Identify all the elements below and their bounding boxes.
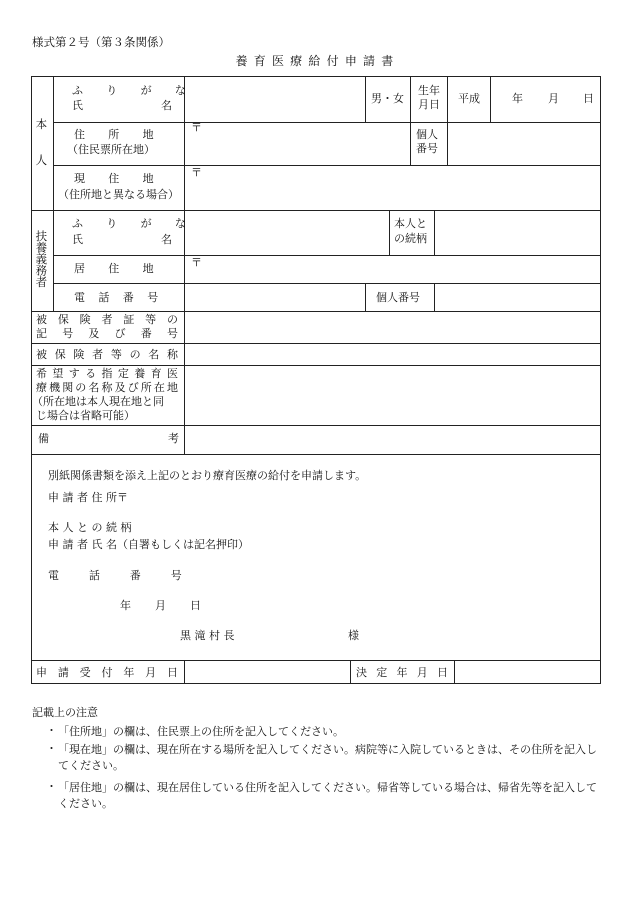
sex-label: 男・女 bbox=[371, 92, 404, 105]
remarks-label-1: 備 bbox=[38, 432, 49, 445]
honnin-group-label: 本 人 bbox=[34, 118, 49, 176]
birth-date-label: 生年月日 bbox=[418, 84, 440, 112]
application-month-unit: 月 bbox=[155, 599, 166, 612]
birth-year-unit: 年 bbox=[512, 92, 523, 105]
address-sublabel: （住民票所在地） bbox=[67, 143, 155, 156]
birth-month-unit: 月 bbox=[548, 92, 559, 105]
current-location-sublabel: （住所地と異なる場合） bbox=[58, 188, 179, 201]
addressee-honorific: 様 bbox=[348, 629, 359, 642]
current-location-label: 現 住 地 bbox=[74, 172, 164, 185]
phone-label: 電 話 番 号 bbox=[74, 291, 164, 304]
application-day-unit: 日 bbox=[190, 599, 201, 612]
era-label: 平成 bbox=[458, 92, 480, 105]
note-bullet: ・ bbox=[46, 742, 57, 755]
note-bullet: ・ bbox=[46, 724, 57, 737]
honnin-name-label: 氏 名 bbox=[72, 99, 172, 112]
received-date-label: 申 請 受 付 年 月 日 bbox=[36, 666, 178, 679]
insurance-cert-label-1: 被 保 険 者 証 等 の bbox=[36, 313, 178, 326]
applicant-name-label: 申 請 者 氏 名（自署もしくは記名押印） bbox=[48, 538, 249, 551]
birth-day-unit: 日 bbox=[583, 92, 594, 105]
guardian-furigana-label: ふ り が な bbox=[72, 217, 196, 230]
honnin-furigana-label: ふ り が な bbox=[72, 84, 196, 97]
form-number: 様式第２号（第３条関係） bbox=[32, 35, 170, 49]
addressee: 黒 滝 村 長 bbox=[180, 629, 235, 642]
institution-label-3: （所在地は本人現在地と同 bbox=[32, 395, 164, 408]
institution-label-1: 希望する指定養育医 bbox=[36, 367, 178, 380]
address-label: 住 所 地 bbox=[74, 128, 164, 141]
note-item: 「居住地」の欄は、現在居住している住所を記入してください。帰省等している場合は、帰省先等を記入してください。 bbox=[58, 781, 597, 810]
note-item: 「現在地」の欄は、現在所在する場所を記入してください。病院等に入院しているときは、その住所を記入してください。 bbox=[58, 743, 597, 772]
note-bullet: ・ bbox=[46, 780, 57, 793]
form-title: 養 育 医 療 給 付 申 請 書 bbox=[235, 54, 395, 68]
guardian-personal-number-label: 個人番号 bbox=[376, 291, 420, 304]
applicant-relation-label: 本 人 と の 続 柄 bbox=[48, 521, 132, 534]
notes-heading: 記載上の注意 bbox=[32, 706, 98, 719]
relation-label: 本人との続柄 bbox=[394, 217, 427, 245]
institution-label-2: 療機関の名称及び所在地 bbox=[36, 381, 178, 394]
decided-date-label: 決 定 年 月 日 bbox=[356, 666, 448, 679]
guardian-name-label: 氏 名 bbox=[72, 233, 172, 246]
residence-label: 居 住 地 bbox=[74, 262, 164, 275]
address-postal-mark: 〒 bbox=[191, 121, 202, 134]
insurer-name-label: 被 保 険 者 等 の 名 称 bbox=[36, 348, 178, 361]
applicant-address-label: 申 請 者 住 所〒 bbox=[48, 491, 128, 504]
application-year-unit: 年 bbox=[120, 599, 131, 612]
institution-label-4: じ場合は省略可能） bbox=[36, 409, 135, 422]
applicant-phone-label: 電 話 番 号 bbox=[48, 569, 195, 582]
residence-postal-mark: 〒 bbox=[191, 256, 202, 269]
guardian-group-label: 扶養義務者 bbox=[34, 230, 49, 288]
application-statement: 別紙関係書類を添え上記のとおり療育医療の給付を申請します。 bbox=[48, 469, 367, 482]
remarks-label-2: 考 bbox=[168, 432, 179, 445]
current-postal-mark: 〒 bbox=[191, 166, 202, 179]
note-item: 「住所地」の欄は、住民票上の住所を記入してください。 bbox=[58, 725, 344, 738]
honnin-personal-number-label: 個人番号 bbox=[416, 128, 438, 156]
insurance-cert-label-2: 記 号 及 び 番 号 bbox=[36, 327, 178, 340]
